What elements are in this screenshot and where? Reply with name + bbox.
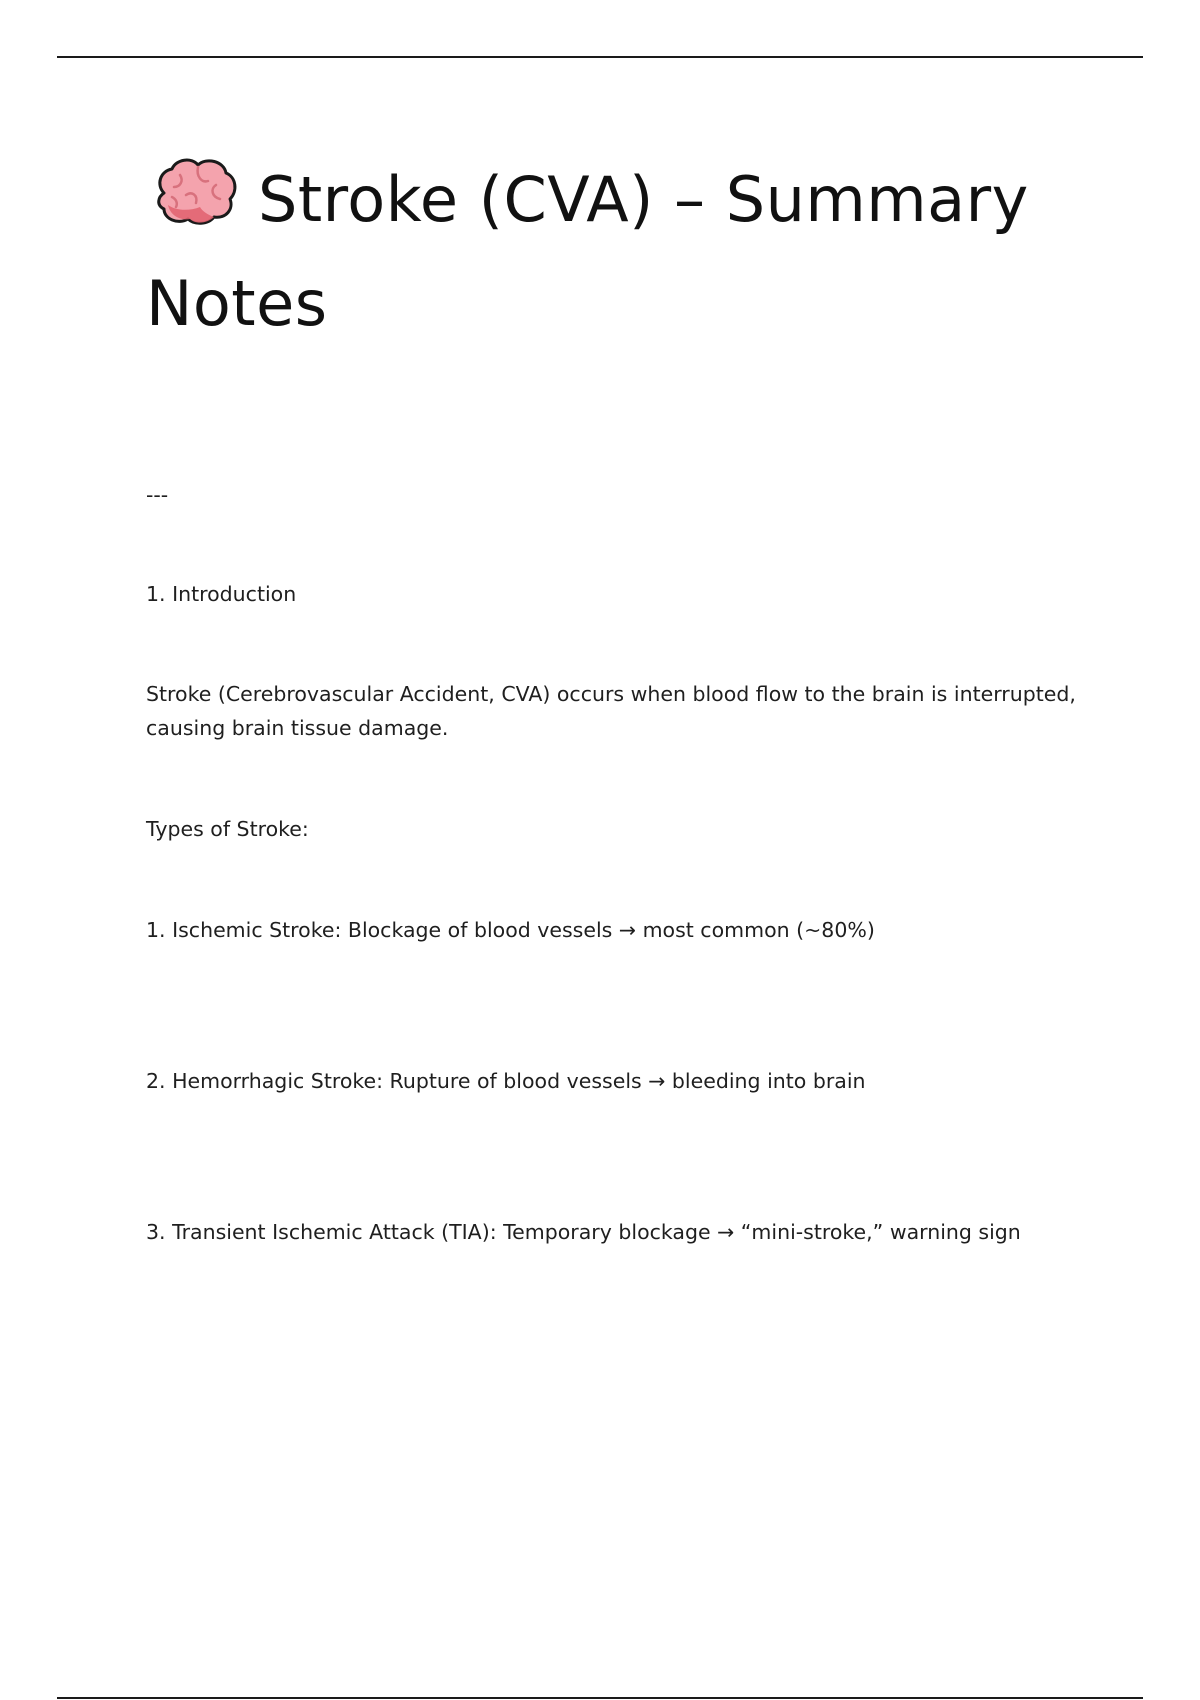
introduction-paragraph: Stroke (Cerebrovascular Accident, CVA) occurs when blood flow to the brain is interrupted, causing brain tissue damage.: [146, 682, 1076, 740]
types-heading: Types of Stroke:: [146, 817, 309, 841]
list-item-ischemic: 1. Ischemic Stroke: Blockage of blood vessels → most common (~80%): [146, 918, 875, 942]
introduction-heading: 1. Introduction: [146, 582, 297, 606]
list-item-hemorrhagic: 2. Hemorrhagic Stroke: Rupture of blood vessels → bleeding into brain: [146, 1069, 866, 1093]
brain-icon: [150, 154, 238, 226]
bottom-rule: [57, 1697, 1143, 1699]
page-title-text: Stroke (CVA) – Summary Notes: [146, 163, 1029, 340]
top-rule: [57, 56, 1143, 58]
list-item-tia: 3. Transient Ischemic Attack (TIA): Temporary blockage → “mini-stroke,” warning sign: [146, 1220, 1021, 1244]
separator-text: ---: [146, 483, 169, 507]
page-title: [146, 148, 1106, 356]
